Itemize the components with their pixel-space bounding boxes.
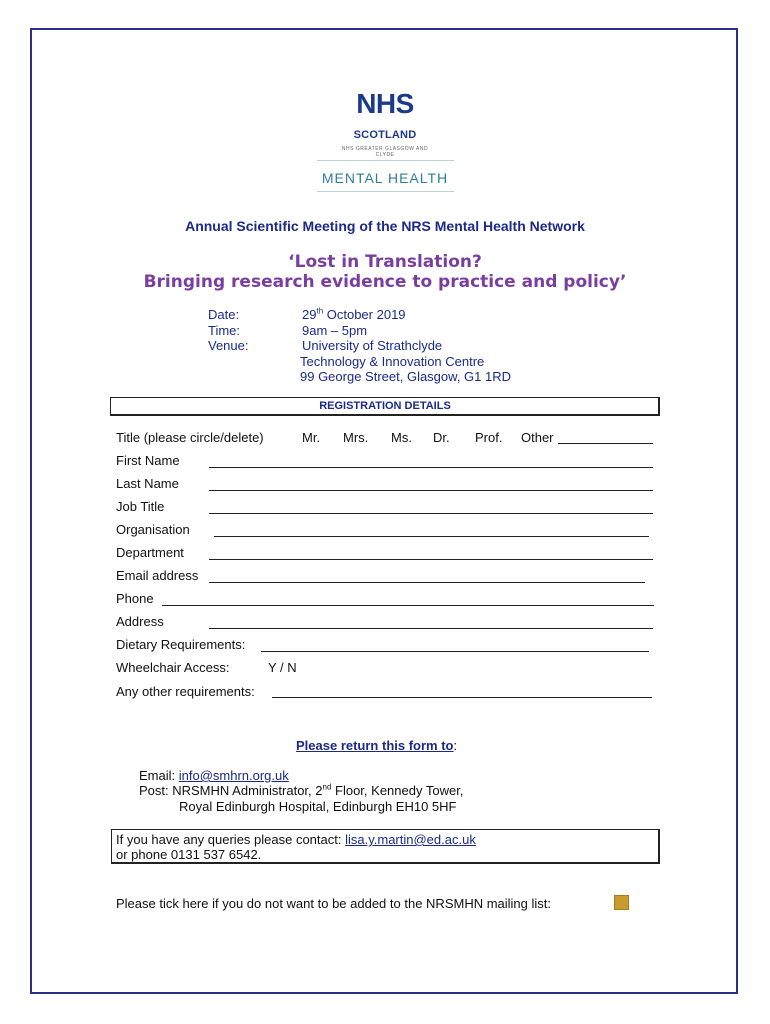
department-label: Department	[116, 545, 184, 560]
organisation-line[interactable]	[214, 536, 649, 537]
phone-label: Phone	[116, 591, 154, 606]
queries-text	[116, 832, 476, 862]
job-title-line[interactable]	[209, 513, 653, 514]
address-label: Address	[116, 614, 164, 629]
event-values	[302, 307, 511, 385]
wheelchair-label: Wheelchair Access:	[116, 660, 230, 675]
first-name-label: First Name	[116, 453, 180, 468]
title-option-ms[interactable]: Ms.	[391, 430, 412, 445]
other-requirements-line[interactable]	[272, 697, 652, 698]
title-option-other: Other	[521, 430, 554, 445]
registration-heading: REGISTRATION DETAILS	[319, 400, 451, 412]
logo-divider-bottom	[317, 191, 454, 192]
title-other-line[interactable]	[558, 443, 653, 444]
last-name-line[interactable]	[209, 490, 653, 491]
date-value	[302, 307, 511, 323]
title-option-mr[interactable]: Mr.	[302, 430, 321, 445]
event-title-line-2: Bringing research evidence to practice and policy’	[143, 272, 627, 292]
organisation-label: Organisation	[116, 522, 190, 537]
logo-divider-top	[317, 160, 454, 161]
mailing-list-text: Please tick here if you do not want to be added to the NRSMHN mailing list:	[116, 896, 551, 911]
time-value: 9am – 5pm	[302, 322, 368, 338]
return-email-label: Email:	[139, 768, 179, 783]
return-email-row	[139, 768, 289, 783]
job-title-label: Job Title	[116, 499, 165, 514]
return-post-label: Post: NRSMHN Administrator, 2	[139, 783, 323, 798]
venue-line-1: University of Strathclyde	[302, 338, 443, 353]
title-option-mrs[interactable]: Mrs.	[343, 430, 369, 445]
return-post-row	[139, 783, 463, 798]
date-month-year: October 2019	[323, 307, 406, 322]
date-day: 29	[302, 307, 317, 322]
return-heading-colon: :	[453, 738, 458, 753]
queries-phone: or phone 0131 537 6542.	[116, 847, 262, 862]
wheelchair-options[interactable]: Y / N	[268, 660, 297, 675]
queries-contact-row	[116, 832, 476, 847]
nhs-board-subline: NHS GREATER GLASGOW AND CLYDE	[341, 146, 429, 158]
event-title-line-1: ‘Lost in Translation?	[288, 252, 482, 272]
first-name-line[interactable]	[209, 467, 653, 468]
other-requirements-label: Any other requirements:	[116, 684, 255, 699]
nhs-scotland-text: SCOTLAND	[353, 129, 417, 141]
email-label: Email address	[116, 568, 199, 583]
date-label: Date:	[208, 307, 240, 322]
email-line[interactable]	[209, 582, 645, 583]
return-post-line-2: Royal Edinburgh Hospital, Edinburgh EH10 5HF	[179, 799, 457, 814]
nhs-logo-text: NHS	[356, 88, 414, 119]
last-name-label: Last Name	[116, 476, 179, 491]
mailing-list-checkbox[interactable]	[614, 895, 629, 910]
dietary-label: Dietary Requirements:	[116, 637, 246, 652]
return-post-rest: Floor, Kennedy Tower,	[331, 783, 464, 798]
date-suffix: th	[316, 306, 324, 316]
return-heading-text: Please return this form to	[296, 738, 454, 753]
address-line[interactable]	[209, 628, 653, 629]
venue-line-3: 99 George Street, Glasgow, G1 1RD	[300, 369, 511, 384]
queries-email-link[interactable]: lisa.y.martin@ed.ac.uk	[345, 832, 476, 847]
floor-suffix: nd	[322, 782, 332, 792]
time-label: Time:	[208, 322, 241, 338]
phone-line[interactable]	[162, 605, 654, 606]
venue-label: Venue:	[208, 338, 249, 353]
venue-line-2: Technology & Innovation Centre	[300, 353, 485, 369]
meeting-heading: Annual Scientific Meeting of the NRS Mental Health Network	[185, 218, 585, 234]
title-label: Title (please circle/delete)	[116, 430, 264, 445]
department-line[interactable]	[209, 559, 653, 560]
return-heading	[296, 738, 457, 753]
title-option-prof[interactable]: Prof.	[475, 430, 503, 445]
queries-contact-label: If you have any queries please contact:	[116, 832, 346, 847]
mental-health-logo-text: MENTAL HEALTH	[321, 170, 449, 186]
title-option-dr[interactable]: Dr.	[433, 430, 450, 445]
dietary-line[interactable]	[261, 651, 649, 652]
return-email-link[interactable]: info@smhrn.org.uk	[178, 768, 289, 783]
event-labels	[208, 307, 249, 354]
